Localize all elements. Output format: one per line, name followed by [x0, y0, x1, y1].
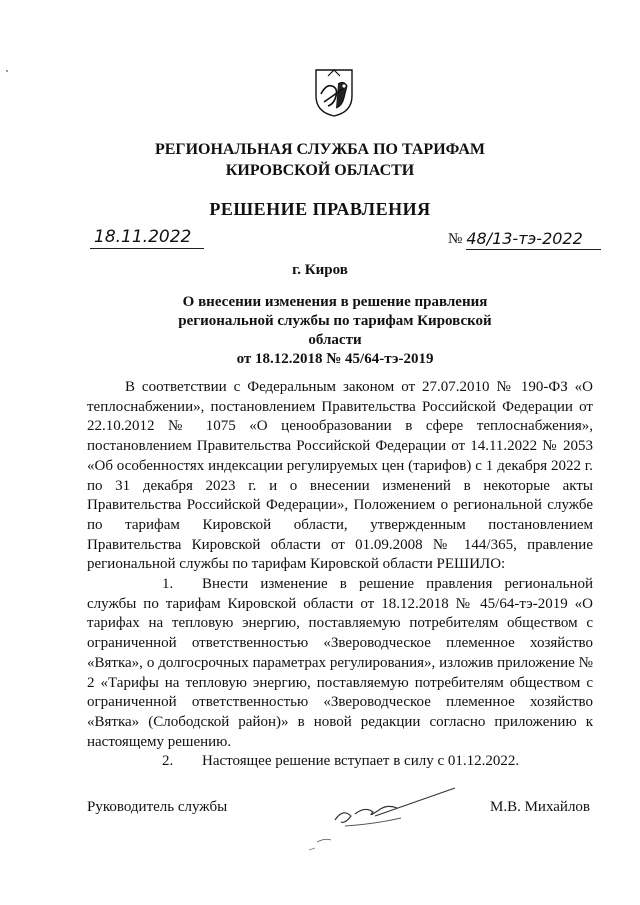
signatory-position: Руководитель службы [87, 799, 228, 815]
number-label: № [448, 231, 463, 247]
preamble-paragraph: В соответствии с Федеральным законом от 27.07.2010 № 190-ФЗ «О теплоснабжении», постановлением Правительства Российской Федерации от 22.10.2012 № 1075 «О ценообразовании в сфере теплоснабжения», постановлением Правительства Российской Федерации от 14.11.2022 № 2053 «Об особенностях индексации регулируемых цен (тарифов) с 1 декабря 2022 г. по 31 декабря 2023 г. и о внесении изменений в некоторые акты Правительства Российской Федерации», Положением о региональной службе по тарифам Кировской области, утвержденным постановлением Правительства Кировской области от 01.09.2008 № 144/365, правление региональной службы по тарифам Кировской области РЕШИЛО: [87, 379, 593, 573]
scan-speck [6, 70, 8, 72]
decision-body [87, 378, 593, 772]
item-text: Настоящее решение вступает в силу с 01.12.2022. [202, 753, 520, 770]
signatory-name: М.В. Михайлов [490, 799, 591, 815]
coat-of-arms-icon [314, 66, 354, 118]
subject-line3: от 18.12.2018 № 45/64-тэ-2019 [236, 351, 434, 367]
item-text: Внести изменение в решение правления региональной службы по тарифам Кировской области от 18.12.2018 № 45/64-тэ-2019 «О тарифах на тепловую энергию, поставляемую потребителям обществом с ограниченной ответственностью «Звероводческое племенное хозяйство «Вятка», о долгосрочных параметрах регулирования», изложив приложение № 2 «Тарифы на тепловую энергию, поставляемую потребителям обществом с ограниченной ответственностью «Звероводческое племенное хозяйство «Вятка» (Слободской район)» в новой редакции согласно приложению к настоящему решению. [87, 576, 593, 750]
subject-line1: О внесении изменения в решение правления [182, 294, 488, 310]
org-title-line1: РЕГИОНАЛЬНАЯ СЛУЖБА ПО ТАРИФАМ [154, 141, 486, 158]
list-item [87, 752, 593, 772]
city: г. Киров [292, 262, 348, 278]
item-number: 1. [162, 576, 174, 593]
item-number: 2. [162, 753, 174, 770]
handwritten-number: 48/13-тэ-2022 [466, 229, 601, 250]
handwritten-date: 18.11.2022 [90, 226, 204, 249]
list-item [87, 575, 593, 752]
decision-title: РЕШЕНИЕ ПРАВЛЕНИЯ [209, 199, 431, 219]
organization-title [0, 139, 640, 181]
org-title-line2: КИРОВСКОЙ ОБЛАСТИ [225, 162, 415, 179]
decision-number [448, 228, 601, 250]
subject-line2: региональной службы по тарифам Кировской области [178, 313, 492, 348]
handwritten-signature [305, 780, 470, 860]
decision-subject [150, 293, 520, 369]
